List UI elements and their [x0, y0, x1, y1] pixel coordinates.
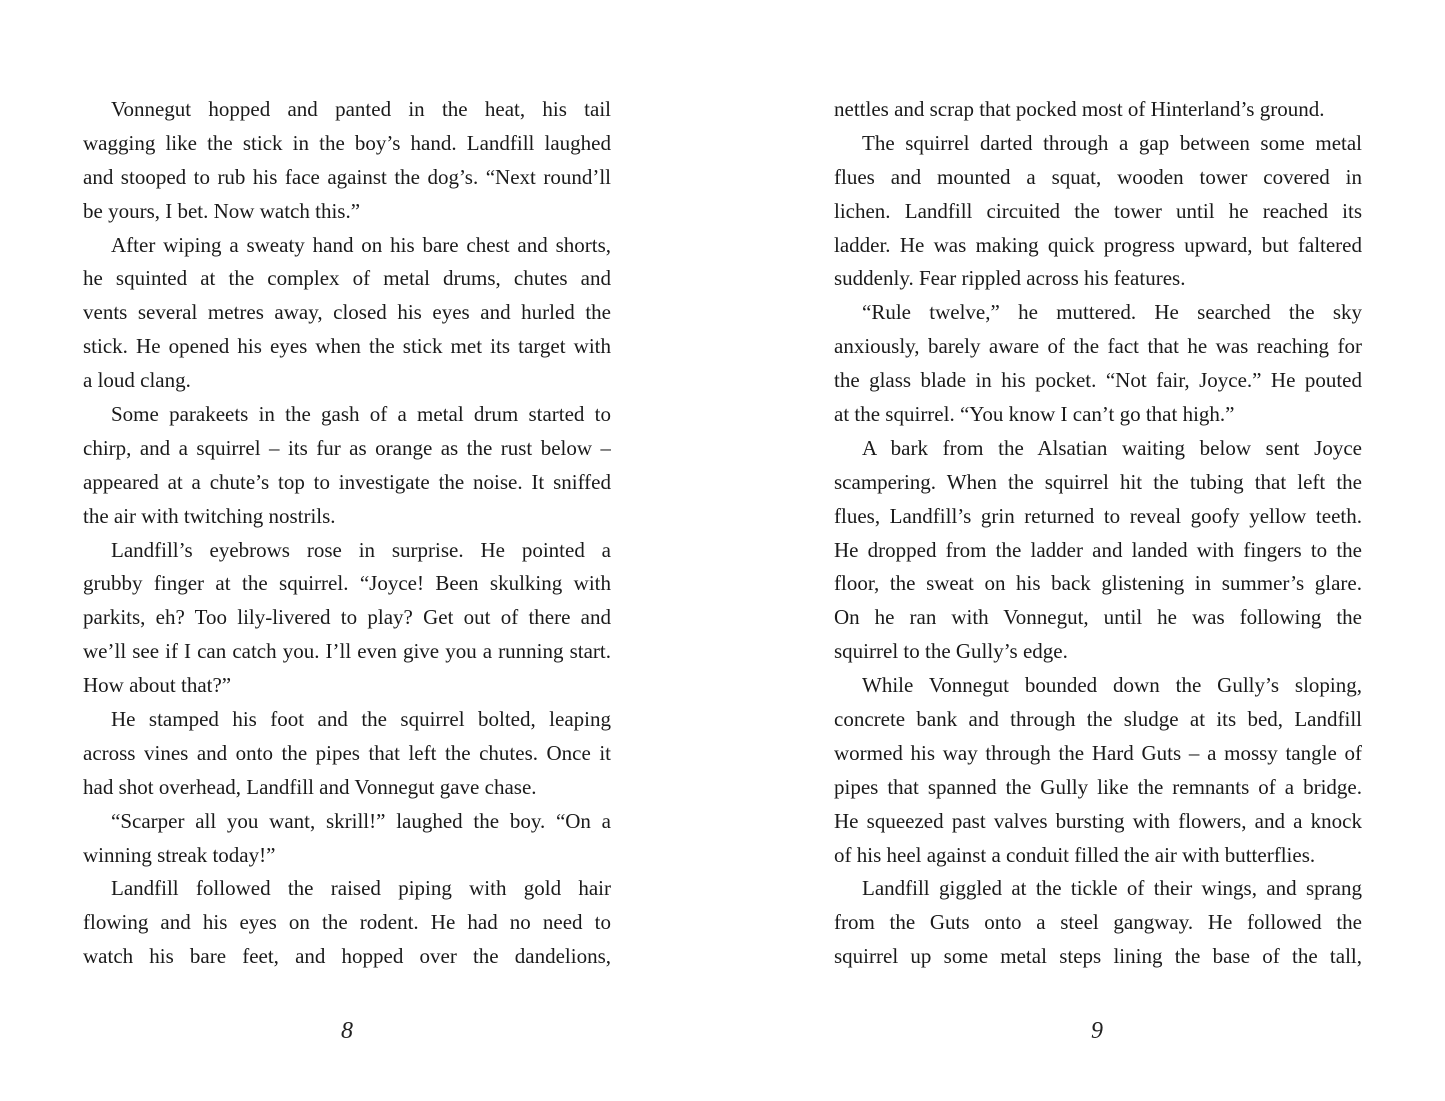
text-line: appeared at a chute’s top to investigate the noise. It sniffed	[83, 469, 611, 494]
text-line: wormed his way through the Hard Guts – a mossy tangle of	[834, 740, 1362, 765]
text-line: After wiping a sweaty hand on his bare chest and shorts,	[111, 232, 611, 257]
text-line: Some parakeets in the gash of a metal drum started to	[111, 402, 611, 427]
text-line: Landfill followed the raised piping with gold hair	[111, 876, 611, 901]
text-line: floor, the sweat on his back glistening in summer’s glare.	[834, 571, 1362, 596]
text-line: stick. He opened his eyes when the stick met its target with	[83, 334, 611, 359]
text-line: flues and mounted a squat, wooden tower covered in	[834, 164, 1362, 189]
text-line: The squirrel darted through a gap between some metal	[862, 130, 1362, 155]
text-line: Vonnegut hopped and panted in the heat, his tail	[111, 97, 611, 121]
text-line: On he ran with Vonnegut, until he was following the	[834, 605, 1362, 630]
text-line: anxiously, barely aware of the fact that he was reaching for	[834, 334, 1362, 359]
text-line: flues, Landfill’s grin returned to reveal goofy yellow teeth.	[834, 503, 1362, 528]
left-page	[0, 0, 722, 1101]
text-line: from the Guts onto a steel gangway. He followed the	[834, 910, 1362, 935]
text-line: He stamped his foot and the squirrel bolted, leaping	[111, 707, 611, 732]
text-line: concrete bank and through the sludge at its bed, Landfill	[834, 707, 1362, 732]
text-line: winning streak today!”	[83, 842, 276, 867]
text-line: had shot overhead, Landfill and Vonnegut gave chase.	[83, 774, 537, 799]
text-line: suddenly. Fear rippled across his features.	[834, 266, 1186, 291]
text-line: “Rule twelve,” he muttered. He searched the sky	[862, 300, 1362, 325]
text-line: we’ll see if I can catch you. I’ll even give you a running start.	[83, 639, 611, 664]
text-line: A bark from the Alsatian waiting below sent Joyce	[862, 435, 1362, 460]
text-line: Landfill giggled at the tickle of their wings, and sprang	[862, 876, 1362, 901]
text-line: lichen. Landfill circuited the tower until he reached its	[834, 198, 1362, 223]
text-line: be yours, I bet. Now watch this.”	[83, 198, 361, 223]
text-line: grubby finger at the squirrel. “Joyce! Been skulking with	[83, 571, 611, 596]
text-line: pipes that spanned the Gully like the remnants of a bridge.	[834, 774, 1362, 799]
text-line: How about that?”	[83, 673, 232, 698]
text-line: a loud clang.	[83, 368, 191, 393]
text-line: he squinted at the complex of metal drums, chutes and	[83, 266, 611, 291]
text-line: He dropped from the ladder and landed with fingers to the	[834, 537, 1362, 562]
text-line: squirrel up some metal steps lining the base of the tall,	[834, 944, 1362, 969]
text-line: of his heel against a conduit filled the air with butterflies.	[834, 842, 1316, 867]
text-line: “Scarper all you want, skrill!” laughed the boy. “On a	[111, 808, 611, 833]
text-line: parkits, eh? Too lily-livered to play? Get out of there and	[83, 605, 611, 630]
text-line: and stooped to rub his face against the dog’s. “Next round’ll	[83, 164, 611, 189]
text-line: wagging like the stick in the boy’s hand. Landfill laughed	[83, 130, 611, 155]
text-line: squirrel to the Gully’s edge.	[834, 639, 1068, 664]
right-page-number: 9	[1091, 1018, 1103, 1044]
text-line: nettles and scrap that pocked most of Hinterland’s ground.	[834, 97, 1325, 121]
text-line: While Vonnegut bounded down the Gully’s sloping,	[862, 673, 1362, 698]
text-line: Landfill’s eyebrows rose in surprise. He pointed a	[111, 537, 611, 562]
text-line: the glass blade in his pocket. “Not fair, Joyce.” He pouted	[834, 368, 1362, 393]
text-line: ladder. He was making quick progress upward, but faltered	[834, 232, 1362, 257]
text-line: across vines and onto the pipes that left the chutes. Once it	[83, 740, 611, 765]
text-line: vents several metres away, closed his eyes and hurled the	[83, 300, 611, 325]
text-line: flowing and his eyes on the rodent. He had no need to	[83, 910, 611, 935]
left-page-number: 8	[341, 1018, 353, 1044]
text-line: He squeezed past valves bursting with flowers, and a knock	[834, 808, 1362, 833]
text-line: watch his bare feet, and hopped over the dandelions,	[83, 944, 611, 969]
text-line: the air with twitching nostrils.	[83, 503, 336, 528]
text-line: at the squirrel. “You know I can’t go that high.”	[834, 402, 1235, 427]
right-page	[723, 0, 1445, 1101]
left-page-body	[83, 93, 611, 974]
right-page-body	[834, 93, 1362, 974]
text-line: scampering. When the squirrel hit the tubing that left the	[834, 469, 1362, 494]
text-line: chirp, and a squirrel – its fur as orange as the rust below –	[83, 435, 611, 460]
